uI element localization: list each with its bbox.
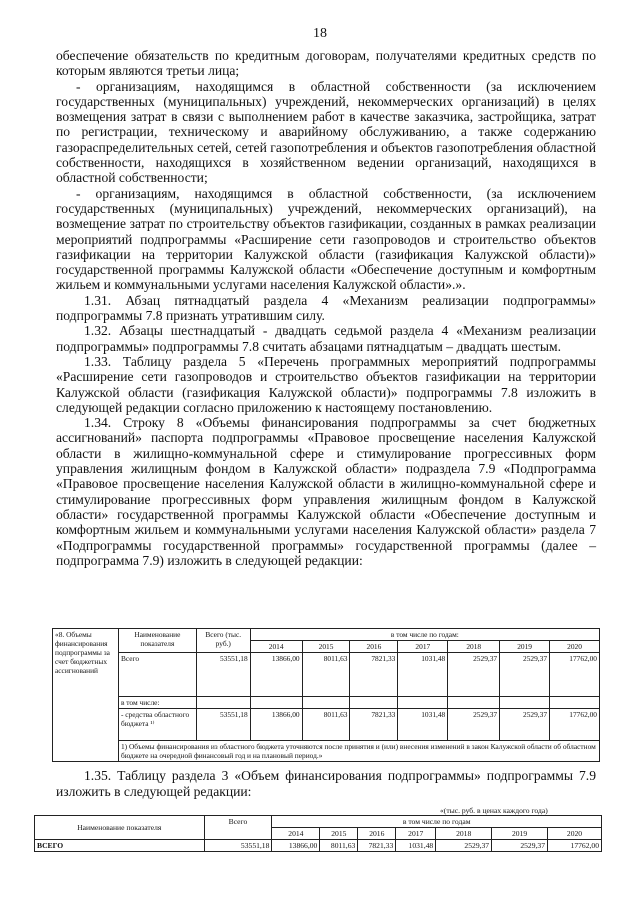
paragraph: 1.35. Таблицу раздела 3 «Объем финансирования подпрограммы» подпрограммы 7.9 изложить в следующей редакции: — [56, 768, 596, 799]
paragraph: обеспечение обязательств по кредитным договорам, получателями кредитных средств по которым являются третьи лица; — [56, 48, 596, 79]
paragraph: 1.32. Абзацы шестнадцатый - двадцать седьмой раздела 4 «Механизм реализации подпрограммы» подпрограммы 7.8 считать абзацами пятнадцатым – двадцать шестым. — [56, 323, 596, 354]
footnote: 1) Объемы финансирования из областного бюджета уточняются после принятия и (или) внесения изменений в закон Калужской области об областном бюджете на очередной финансовый год и на плановый период.» — [118, 741, 599, 762]
year-header: 2020 — [548, 828, 602, 840]
year-header: 2017 — [398, 641, 448, 653]
cell: 2529,37 — [436, 840, 492, 852]
paragraph: - организациям, находящимся в областной собственности, (за исключением государственных (муниципальных) учреждений, некоммерческих организаций), на возмещение затрат по строительству объектов газификации, созданных в рамках реализации мероприятий подпрограммы «Расширение сети газопроводов и строительство объектов газификации на территории Калужской области (газификация Калужской области)» государственной программы Калужской области «Обеспечение доступным и комфортным жильем и коммунальными услугами населения Калужской области».». — [56, 185, 596, 293]
financing-passport-table — [52, 628, 600, 762]
row-label: «8. Объемы финансирования подпрограммы за счет бюджетных ассигнований — [53, 629, 119, 762]
table-row — [53, 653, 600, 697]
cell: 1031,48 — [398, 709, 448, 741]
paragraph: 1.31. Абзац пятнадцатый раздела 4 «Механизм реализации подпрограммы» подпрограммы 7.8 признать утратившим силу. — [56, 292, 596, 324]
cell: 8011,63 — [302, 709, 350, 741]
table-row — [53, 709, 600, 741]
cell — [350, 697, 398, 709]
cell: 17762,00 — [548, 840, 602, 852]
cell: 13866,00 — [250, 709, 302, 741]
cell: 2529,37 — [500, 653, 550, 697]
year-header: 2016 — [350, 641, 398, 653]
cell: 17762,00 — [550, 653, 600, 697]
cell — [500, 697, 550, 709]
including-header: в том числе по годам: — [250, 629, 599, 641]
cell — [448, 697, 500, 709]
year-header: 2015 — [302, 641, 350, 653]
cell: 1031,48 — [396, 840, 436, 852]
including-header: в том числе по годам — [272, 816, 602, 828]
financing-volume-table — [34, 815, 602, 852]
year-header: 2020 — [550, 641, 600, 653]
year-header: 2017 — [396, 828, 436, 840]
year-header: 2019 — [500, 641, 550, 653]
row-name: Всего — [118, 653, 196, 697]
cell: 2529,37 — [448, 653, 500, 697]
row-total: 53551,18 — [196, 709, 250, 741]
cell — [302, 697, 350, 709]
year-header: 2018 — [436, 828, 492, 840]
cell — [550, 697, 600, 709]
row-name: ВСЕГО — [35, 840, 205, 852]
paragraph: 1.34. Строку 8 «Объемы финансирования подпрограммы за счет бюджетных ассигнований» паспорта подпрограммы «Правовое просвещение населения Калужской области в жилищно-коммунальной сфере и стимулирование прогрессивных форм управления жилищным фондом в Калужской области» подраздела 7.9 «Подпрограмма «Правовое просвещение населения Калужской области в жилищно-коммунальной сфере и стимулирование прогрессивных форм управления жилищным фондом в Калужской области» государственной программы Калужской области «Обеспечение доступным и комфортным жильем и коммунальными услугами населения Калужской области» раздела 7 «Подпрограммы государственной программы» государственной программы (далее – подпрограмма 7.9) изложить в следующей редакции: — [56, 415, 596, 568]
cell: 7821,33 — [358, 840, 396, 852]
row-total: 53551,18 — [196, 653, 250, 697]
cell: 7821,33 — [350, 709, 398, 741]
cell: 13866,00 — [250, 653, 302, 697]
total-header: Всего — [204, 816, 272, 840]
year-header: 2014 — [272, 828, 320, 840]
year-header: 2014 — [250, 641, 302, 653]
cell: 8011,63 — [320, 840, 358, 852]
paragraph: 1.33. Таблицу раздела 5 «Перечень программных мероприятий подпрограммы «Расширение сети газопроводов и строительство объектов газификации на территории Калужской области (газификация Калужской области)» подпрограммы 7.8 изложить в следующей редакции согласно приложению к настоящему постановлению. — [56, 353, 596, 415]
row-name: в том числе: — [118, 697, 196, 709]
total-header: Всего (тыс. руб.) — [196, 629, 250, 653]
paragraph-1-35-block — [56, 768, 596, 800]
table-row — [35, 840, 602, 852]
paragraph: - организациям, находящимся в областной собственности (за исключением государственных (муниципальных) учреждений, некоммерческих организаций) в целях возмещения затрат в связи с выполнением работ в качестве заказчика, застройщика, затрат по регистрации, техническому и аварийному обслуживанию, а также содержанию газораспределительных сетей, сетей газопотребления и объектов газопотребления областной собственности, находящихся в хозяйственном ведении организаций, находящихся в областной собственности; — [56, 78, 596, 186]
indicator-header: Наименование показателя — [118, 629, 196, 653]
cell: 7821,33 — [350, 653, 398, 697]
cell — [250, 697, 302, 709]
cell — [398, 697, 448, 709]
row-total: 53551,18 — [204, 840, 272, 852]
cell: 2529,37 — [492, 840, 548, 852]
cell: 8011,63 — [302, 653, 350, 697]
body-text — [56, 48, 596, 568]
year-header: 2015 — [320, 828, 358, 840]
row-total — [196, 697, 250, 709]
year-header: 2018 — [448, 641, 500, 653]
cell: 1031,48 — [398, 653, 448, 697]
page-number: 18 — [313, 26, 327, 41]
indicator-header: Наименование показателя — [35, 816, 205, 840]
cell: 2529,37 — [500, 709, 550, 741]
year-header: 2019 — [492, 828, 548, 840]
cell: 13866,00 — [272, 840, 320, 852]
table-row — [53, 697, 600, 709]
year-header: 2016 — [358, 828, 396, 840]
row-name: - средства областного бюджета ¹⁾ — [118, 709, 196, 741]
cell: 2529,37 — [448, 709, 500, 741]
units-label: «(тыс. руб. в ценах каждого года) — [440, 806, 548, 815]
cell: 17762,00 — [550, 709, 600, 741]
